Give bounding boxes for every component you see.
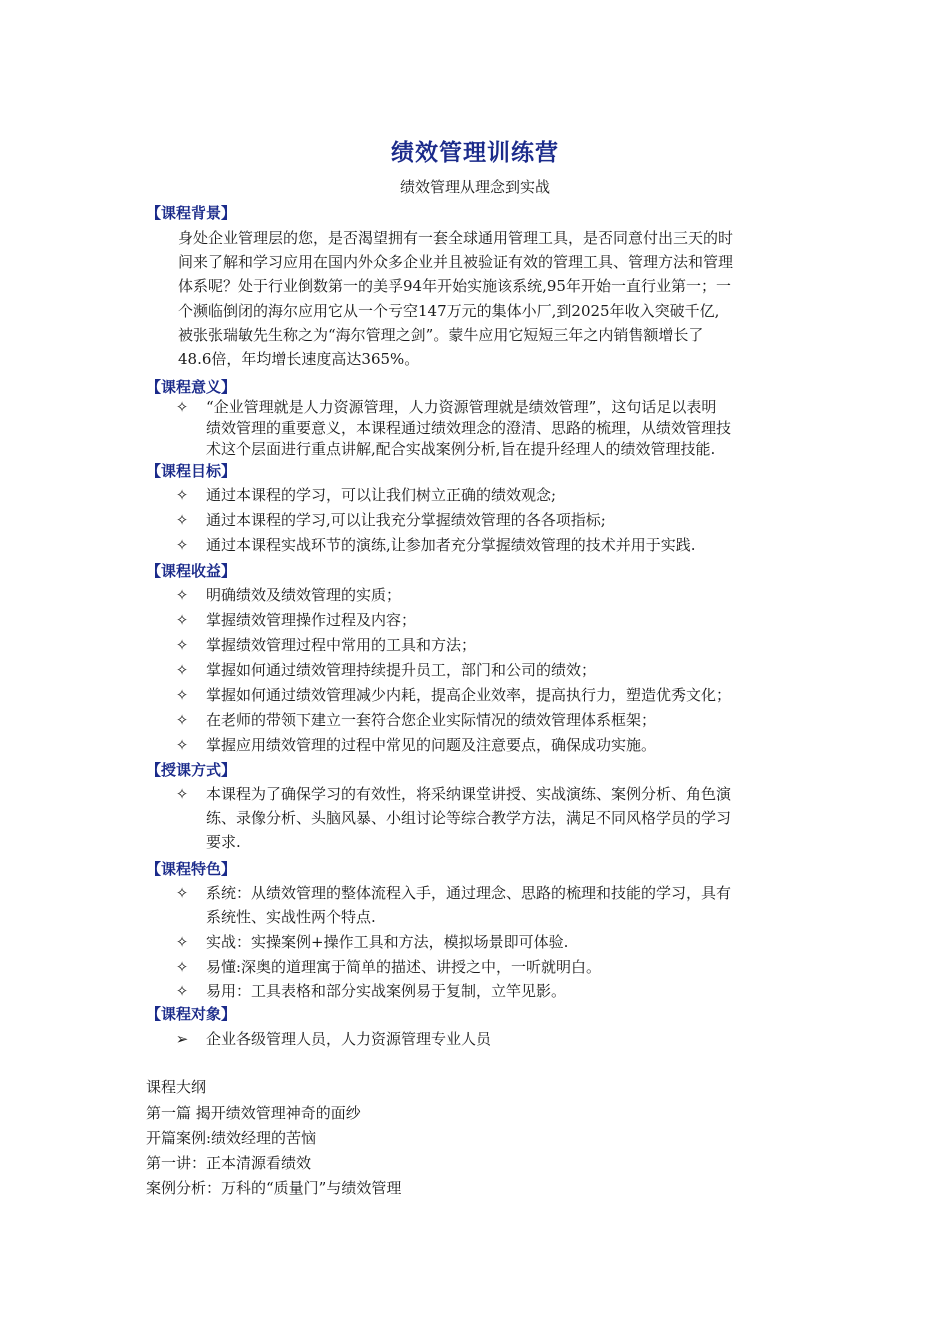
- text-line: 掌握绩效管理过程中常用的工具和方法；: [206, 636, 477, 654]
- document-subtitle: 绩效管理从理念到实战: [399, 178, 550, 196]
- diamond-bullet-icon: ✧: [175, 736, 189, 754]
- diamond-bullet-icon: ✧: [175, 636, 189, 654]
- text-line: 绩效管理的重要意义，本课程通过绩效理念的澄清、思路的梳理，从绩效管理技: [206, 419, 732, 437]
- text-line: 系统性、实战性两个特点.: [206, 908, 376, 926]
- diamond-bullet-icon: ✧: [175, 933, 189, 951]
- diamond-bullet-icon: ✧: [175, 661, 189, 679]
- section-heading-features: 【课程特色】: [146, 860, 237, 878]
- text-line: 要求.: [206, 833, 241, 851]
- text-line: 明确绩效及绩效管理的实质；: [206, 586, 402, 604]
- text-line: 企业各级管理人员，人力资源管理专业人员: [206, 1030, 492, 1048]
- outline-line: 课程大纲: [146, 1078, 207, 1096]
- list-item-text: [206, 955, 802, 979]
- list-item-text: [206, 782, 802, 854]
- list-item-text: [206, 683, 802, 707]
- text-line: 术这个层面进行重点讲解,配合实战案例分析,旨在提升经理人的绩效管理技能.: [206, 440, 716, 458]
- section-heading-method: 【授课方式】: [146, 761, 237, 779]
- list-item-text: [206, 658, 802, 682]
- text-line: 掌握如何通过绩效管理持续提升员工，部门和公司的绩效；: [206, 661, 597, 679]
- text-line: 通过本课程实战环节的演练,让参加者充分掌握绩效管理的技术并用于实践.: [206, 536, 696, 554]
- text-line: 身处企业管理层的您，是否渴望拥有一套全球通用管理工具，是否同意付出三天的时: [178, 229, 734, 247]
- text-line: “企业管理就是人力资源管理，人力资源管理就是绩效管理”，这句话足以表明: [206, 398, 717, 416]
- list-item-text: [206, 533, 802, 557]
- diamond-bullet-icon: ✧: [175, 958, 189, 976]
- diamond-bullet-icon: ✧: [175, 511, 189, 529]
- list-item-text: [206, 1027, 802, 1051]
- text-line: 掌握应用绩效管理的过程中常见的问题及注意要点，确保成功实施。: [206, 736, 657, 754]
- text-line: 本课程为了确保学习的有效性，将采纳课堂讲授、实战演练、案例分析、角色演: [206, 785, 732, 803]
- outline-line: 第一讲：正本清源看绩效: [146, 1154, 312, 1172]
- text-line: 掌握绩效管理操作过程及内容；: [206, 611, 417, 629]
- list-item-text: [206, 397, 802, 460]
- text-line: 练、录像分析、头脑风暴、小组讨论等综合教学方法，满足不同风格学员的学习: [206, 809, 732, 827]
- list-item-text: [206, 930, 802, 954]
- outline-line: 第一篇 揭开绩效管理神奇的面纱: [146, 1104, 361, 1122]
- list-item-text: [206, 633, 802, 657]
- text-line: 通过本课程的学习，可以让我们树立正确的绩效观念;: [206, 486, 557, 504]
- diamond-bullet-icon: ✧: [175, 398, 189, 416]
- outline-line: 开篇案例:绩效经理的苦恼: [146, 1129, 317, 1147]
- list-item-text: [206, 979, 802, 1003]
- text-line: 个濒临倒闭的海尔应用它从一个亏空147万元的集体小厂,到2025年收入突破千亿,: [178, 301, 720, 320]
- list-item-text: [206, 608, 802, 632]
- text-line: 系统：从绩效管理的整体流程入手，通过理念、思路的梳理和技能的学习，具有: [206, 884, 732, 902]
- text-line: 被张张瑞敏先生称之为“海尔管理之剑”。蒙牛应用它短短三年之内销售额增长了: [178, 325, 704, 344]
- section-heading-audience: 【课程对象】: [146, 1005, 237, 1023]
- list-item-text: [206, 708, 802, 732]
- text-line: 掌握如何通过绩效管理减少内耗，提高企业效率，提高执行力，塑造优秀文化；: [206, 686, 732, 704]
- text-line: 实战：实操案例+操作工具和方法，模拟场景即可体验.: [206, 933, 569, 951]
- list-item-text: [206, 483, 802, 507]
- section-heading-background: 【课程背景】: [146, 204, 237, 222]
- outline-line: 案例分析：万科的“质量门”与绩效管理: [146, 1179, 402, 1197]
- text-line: 通过本课程的学习,可以让我充分掌握绩效管理的各各项指标;: [206, 511, 606, 529]
- list-item-text: [206, 508, 802, 532]
- diamond-bullet-icon: ✧: [175, 711, 189, 729]
- background-paragraph: [178, 226, 800, 371]
- arrow-bullet-icon: ➢: [175, 1030, 189, 1048]
- text-line: 易懂:深奥的道理寓于简单的描述、讲授之中，一听就明白。: [206, 958, 602, 976]
- list-item-text: [206, 733, 802, 757]
- document-title: 绩效管理训练营: [391, 140, 559, 166]
- list-item-text: [206, 583, 802, 607]
- diamond-bullet-icon: ✧: [175, 884, 189, 902]
- section-heading-goals: 【课程目标】: [146, 462, 237, 480]
- text-line: 间来了解和学习应用在国内外众多企业并且被验证有效的管理工具、管理方法和管理: [178, 253, 734, 272]
- diamond-bullet-icon: ✧: [175, 536, 189, 554]
- diamond-bullet-icon: ✧: [175, 486, 189, 504]
- text-line: 体系呢？处于行业倒数第一的美孚94年开始实施该系统,95年开始一直行业第一；一: [178, 277, 731, 296]
- diamond-bullet-icon: ✧: [175, 586, 189, 604]
- list-item-text: [206, 881, 802, 929]
- section-heading-benefits: 【课程收益】: [146, 562, 237, 580]
- diamond-bullet-icon: ✧: [175, 611, 189, 629]
- text-line: 易用：工具表格和部分实战案例易于复制，立竿见影。: [206, 982, 567, 1000]
- diamond-bullet-icon: ✧: [175, 686, 189, 704]
- diamond-bullet-icon: ✧: [175, 785, 189, 803]
- text-line: 48.6倍，年均增长速度高达365%。: [178, 350, 420, 369]
- section-heading-significance: 【课程意义】: [146, 378, 237, 396]
- diamond-bullet-icon: ✧: [175, 982, 189, 1000]
- text-line: 在老师的带领下建立一套符合您企业实际情况的绩效管理体系框架；: [206, 711, 657, 729]
